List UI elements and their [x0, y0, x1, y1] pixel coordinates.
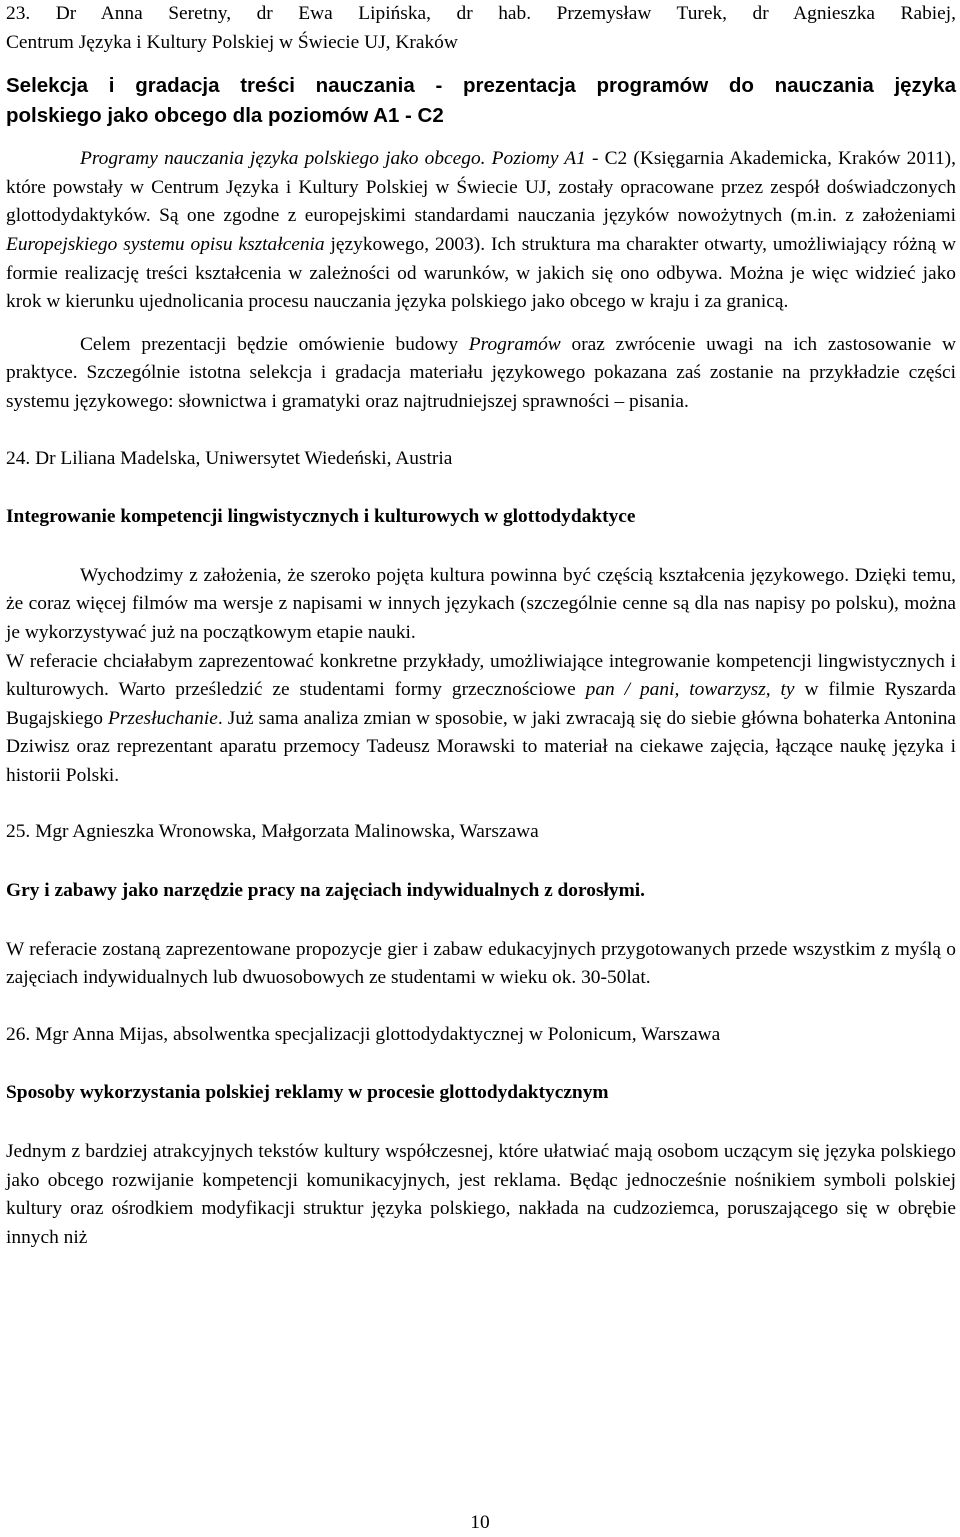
page-number: 10 [470, 1512, 490, 1533]
title-23-line-2: polskiego jako obcego dla poziomów A1 - C2 [6, 104, 444, 128]
abstract-25 [6, 818, 956, 992]
authors-23: 23. Dr Anna Seretny, dr Ewa Lipińska, dr hab. Przemysław Turek, dr Agnieszka Rabiej, [6, 3, 956, 24]
paragraph-24-2: W referacie chciałabym zaprezentować konkretne przykłady, umożliwiające integrowanie kompetencji lingwistycznych i kulturowych. Warto prześledzić ze studentami formy grzecznościowe pan / pani, towarzysz, ty w filmie Ryszarda Bugajskiego Przesłuchanie. Już sama analiza zmian w sposobie, w jaki zwracają się do siebie główna bohaterka Antonina Dziwisz oraz reprezentant aparatu przemocy Tadeusz Morawski to materiał na ciekawe zajęcia, łączące naukę języka i historii Polski. [6, 650, 956, 786]
cefr-title: Europejskiego systemu opisu kształcenia [6, 233, 325, 255]
abstract-26 [6, 1021, 956, 1253]
paragraph-26-1: Jednym z bardziej atrakcyjnych tekstów kultury współczesnej, które ułatwiać mają osobom uczącym się języka polskiego jako obcego rozwijanie kompetencji komunikacyjnych, jest reklama. Będąc jednocześnie nośnikiem symboli polskiej kultury oraz ośrodkiem modyfikacji struktur języka polskiego, nakłada na cudzoziemca, poruszającego się w obrębie innych niż [6, 1141, 956, 1248]
authors-24: 24. Dr Liliana Madelska, Uniwersytet Wiedeński, Austria [6, 447, 453, 469]
film-title: Przesłuchanie [108, 707, 218, 729]
document-page [6, 0, 956, 1252]
paragraph-23-2: Celem prezentacji będzie omówienie budowy Programów oraz zwrócenie uwagi na ich zastosowanie w praktyce. Szczególnie istotna selekcja i gradacja materiału językowego pokazana zaś zostanie na przykładzie części systemu językowego: słownictwa i gramatyki oraz najtrudniejszej sprawności – pisania. [6, 333, 956, 412]
affiliation-23: Centrum Języka i Kultury Polskiej w Świecie UJ, Kraków [6, 31, 458, 53]
paragraph-24-1: Wychodzimy z założenia, że szeroko pojęta kultura powinna być częścią kształcenia językowego. Dzięki temu, że coraz więcej filmów ma wersje z napisami w innych językach (szczególnie cenne są dla nas napisy po polsku), można je wykorzystywać już na początkowym etapie nauki. [6, 564, 956, 643]
abstract-23 [6, 0, 956, 417]
abstract-24 [6, 445, 956, 791]
authors-25: 25. Mgr Agnieszka Wronowska, Małgorzata Malinowska, Warszawa [6, 821, 539, 843]
title-26: Sposoby wykorzystania polskiej reklamy w procesie glottodydaktycznym [6, 1082, 609, 1104]
authors-26: 26. Mgr Anna Mijas, absolwentka specjalizacji glottodydaktycznej w Polonicum, Warszawa [6, 1023, 721, 1045]
programs-title: Programy nauczania języka polskiego jako obcego. Poziomy A1 [80, 148, 586, 170]
title-24: Integrowanie kompetencji lingwistycznych i kulturowych w glottodydaktyce [6, 506, 636, 528]
title-23-line-1: Selekcja i gradacja treści nauczania - prezentacja programów do nauczania języka [6, 74, 956, 98]
paragraph-25-1: W referacie zostaną zaprezentowane propozycje gier i zabaw edukacyjnych przygotowanych przede wszystkim z myślą o zajęciach indywidualnych lub dwuosobowych ze studentami w wieku ok. 30-50lat. [6, 938, 956, 989]
paragraph-23-1: Programy nauczania języka polskiego jako obcego. Poziomy A1 - C2 (Księgarnia Akademicka, Kraków 2011), które powstały w Centrum Języka i Kultury Polskiej w Świecie UJ, zostały opracowane przez zespół doświadczonych glottodydaktyków. Są one zgodne z europejskimi standardami nauczania języków nowożytnych (m.in. z założeniami Europejskiego systemu opisu kształcenia językowego, 2003). Ich struktura ma charakter otwarty, umożliwiający różną w formie realizację treści kształcenia w zależności od warunków, w jakich się ono odbywa. Można je więc widzieć jako krok w kierunku ujednolicania procesu nauczania języka polskiego jako obcego w kraju i za granicą. [6, 148, 956, 313]
title-25: Gry i zabawy jako narzędzie pracy na zajęciach indywidualnych z dorosłymi. [6, 880, 645, 902]
